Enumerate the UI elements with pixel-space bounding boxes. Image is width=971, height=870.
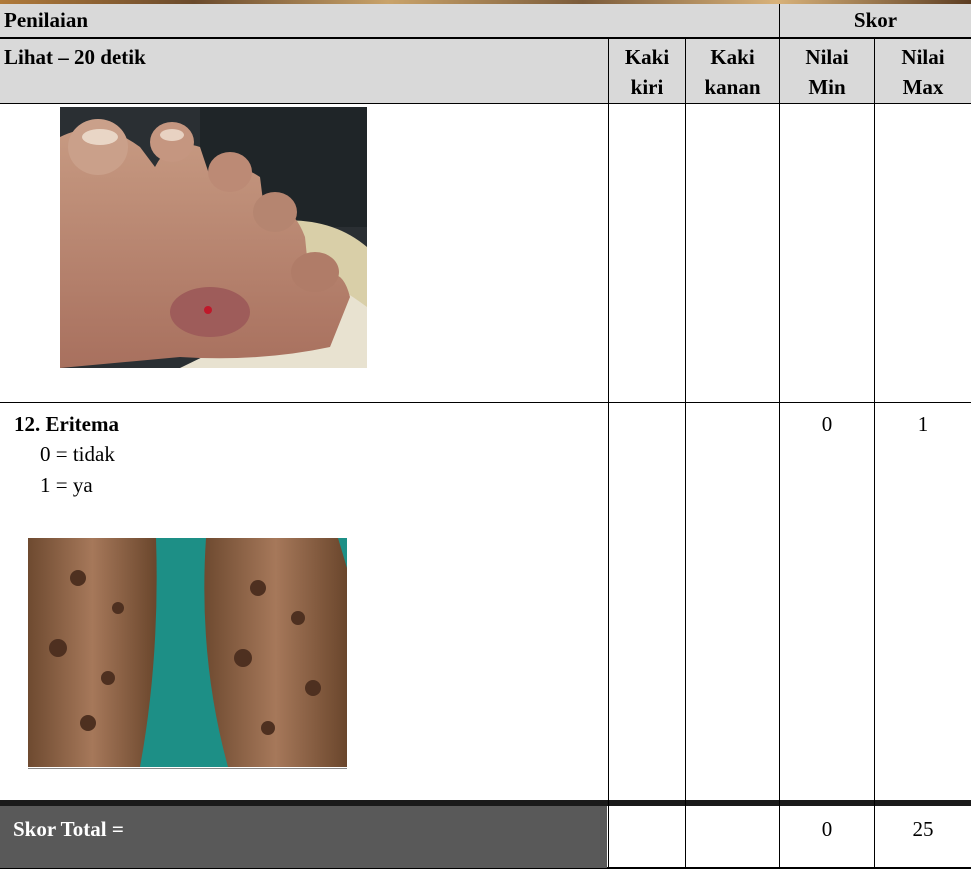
item-name: Eritema bbox=[45, 412, 119, 436]
col-max-1: Nilai bbox=[901, 45, 945, 69]
photo-rule bbox=[28, 768, 347, 769]
col-divider-2 bbox=[685, 38, 686, 868]
col-right-foot-1: Kaki bbox=[710, 45, 755, 69]
rule-header bbox=[0, 37, 971, 39]
col-min-2: Min bbox=[808, 75, 846, 99]
item-option-0: 0 = tidak bbox=[40, 442, 115, 466]
foot-photo bbox=[60, 107, 367, 368]
col-divider-4 bbox=[874, 38, 875, 868]
col-left-foot-2: kiri bbox=[630, 75, 664, 99]
col-right-foot-2: kanan bbox=[704, 75, 761, 99]
item-option-1: 1 = ya bbox=[40, 473, 93, 497]
total-max: 25 bbox=[912, 817, 934, 841]
col-left-foot-1: Kaki bbox=[624, 45, 670, 69]
total-min: 0 bbox=[821, 817, 833, 841]
header-score: Skor bbox=[853, 8, 898, 32]
item-number: 12. bbox=[14, 412, 41, 436]
item-title bbox=[14, 411, 119, 437]
legs-photo bbox=[28, 538, 347, 767]
rule-row bbox=[0, 402, 971, 403]
col-min-1: Nilai bbox=[805, 45, 849, 69]
col-divider-1 bbox=[608, 38, 609, 868]
rule-subheader bbox=[0, 103, 971, 104]
header-section: Lihat – 20 detik bbox=[4, 45, 146, 69]
header-assessment: Penilaian bbox=[4, 8, 89, 32]
col-max-2: Max bbox=[902, 75, 944, 99]
item-min: 0 bbox=[821, 412, 833, 436]
total-label: Skor Total = bbox=[13, 817, 124, 841]
item-max: 1 bbox=[917, 412, 929, 436]
